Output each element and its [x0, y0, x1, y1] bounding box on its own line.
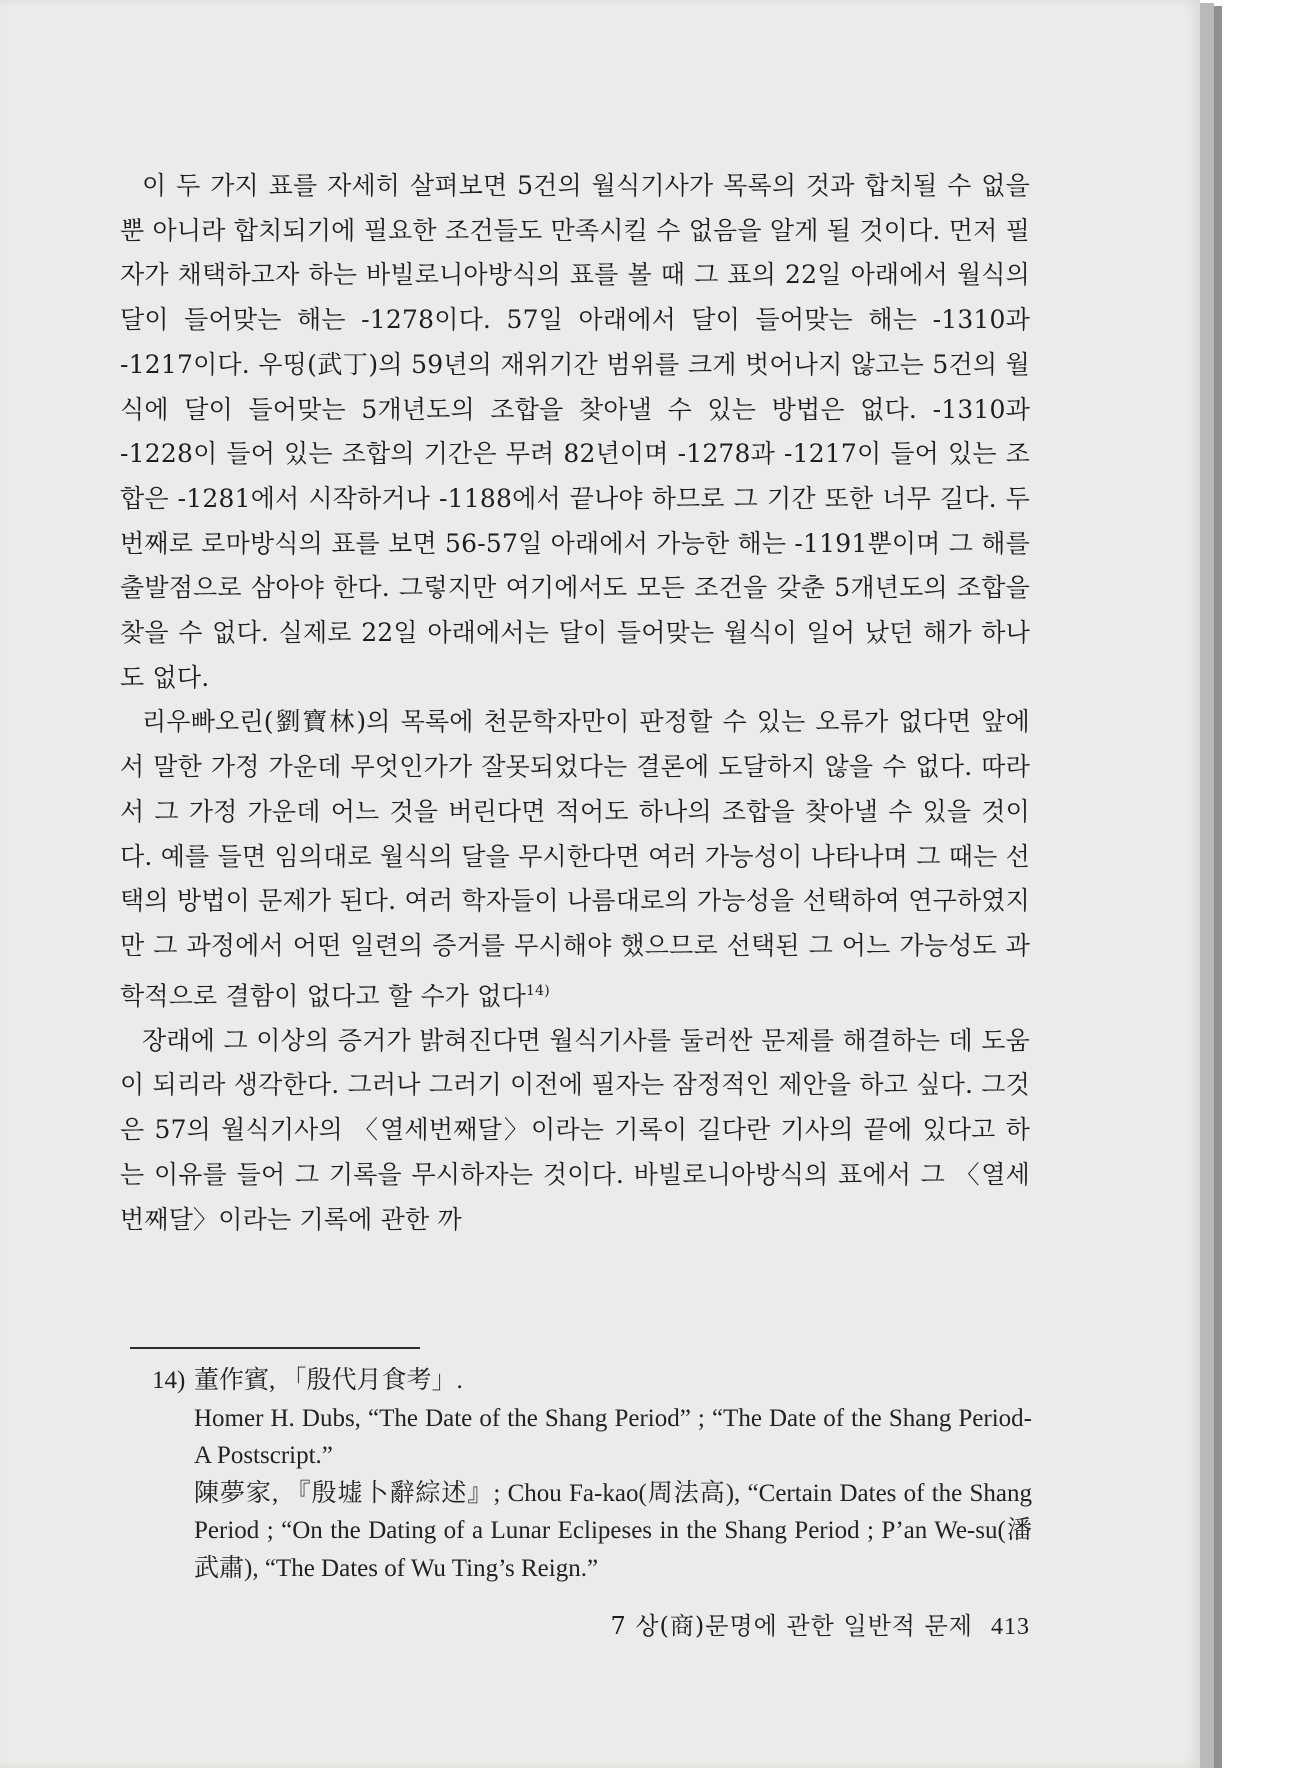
paragraph-2 [120, 700, 1030, 1018]
paragraph-3: 장래에 그 이상의 증거가 밝혀진다면 월식기사를 둘러싼 문제를 해결하는 데 도움이 되리라 생각한다. 그러나 그러기 이전에 필자는 잠정적인 제안을 하고 싶다. 그것은 57의 월식기사의 〈열세번째달〉이라는 기록이 길다란 기사의 끝에 있다고 하는 이유를 들어 그 기록을 무시하자는 것이다. 바빌로니아방식의 표에서 그 〈열세번째달〉이라는 기록에 관한 까 [120, 1025, 1030, 1234]
footnote-body [194, 1362, 1032, 1587]
footnote-line-2: Homer H. Dubs, “The Date of the Shang Period” ; “The Date of the Shang Period-A Postscript.” [194, 1404, 1032, 1469]
running-title: 7 상(商)문명에 관한 일반적 문제 [610, 1612, 973, 1640]
footnote-divider [130, 1347, 420, 1349]
paragraph-2-text: 리우빠오린(劉寶林)의 목록에 천문학자만이 판정할 수 있는 오류가 없다면 앞에서 말한 가정 가운데 무엇인가가 잘못되었다는 결론에 도달하지 않을 수 없다. 따라서 그 가정 가운데 어느 것을 버린다면 적어도 하나의 조합을 찾아낼 수 있을 것이다. 예를 들면 임의대로 월식의 달을 무시한다면 여러 가능성이 나타나며 그 때는 선택의 방법이 문제가 된다. 여러 학자들이 나름대로의 가능성을 선택하여 연구하였지만 그 과정에서 어떤 일련의 증거를 무시해야 했으므로 선택된 그 어느 가능성도 과학적으로 결함이 없다고 할 수가 없다 [120, 707, 1030, 1010]
footnote-line-3: 陳夢家, 『殷墟卜辭綜述』; Chou Fa-kao(周法高), “Certain Dates of the Shang Period ; “On the Dating of a Lunar Eclipeses in the Shang Period ; P’an We-su(潘武肅), “The Dates of Wu Ting’s Reign.” [194, 1479, 1032, 1582]
footnote [152, 1362, 1032, 1587]
running-footer [560, 1606, 1030, 1641]
page-number: 413 [991, 1614, 1030, 1640]
footnote-line-1: 董作賓, 「殷代月食考」. [194, 1367, 463, 1394]
paragraph-1: 이 두 가지 표를 자세히 살펴보면 5건의 월식기사가 목록의 것과 합치될 수 없을 뿐 아니라 합치되기에 필요한 조건들도 만족시킬 수 없음을 알게 될 것이다. 먼저 필자가 채택하고자 하는 바빌로니아방식의 표를 볼 때 그 표의 22일 아래에서 월식의 달이 들어맞는 해는 -1278이다. 57일 아래에서 달이 들어맞는 해는 -1310과 -1217이다. 우띵(武丁)의 59년의 재위기간 범위를 크게 벗어나지 않고는 5건의 월식에 달이 들어맞는 5개년도의 조합을 찾아낼 수 있는 방법은 없다. -1310과 -1228이 들어 있는 조합의 기간은 무려 82년이며 -1278과 -1217이 들어 있는 조합은 -1281에서 시작하거나 -1188에서 끝나야 하므로 그 기간 또한 너무 길다. 두번째로 로마방식의 표를 보면 56-57일 아래에서 가능한 해는 -1191뿐이며 그 해를 출발점으로 삼아야 한다. 그렇지만 여기에서도 모든 조건을 갖춘 5개년도의 조합을 찾을 수 없다. 실제로 22일 아래에서는 달이 들어맞는 월식이 일어 났던 해가 하나도 없다. [120, 171, 1030, 692]
body-text [120, 164, 1030, 1242]
footnote-reference: 14) [526, 982, 550, 999]
footnote-number: 14) [152, 1367, 186, 1394]
